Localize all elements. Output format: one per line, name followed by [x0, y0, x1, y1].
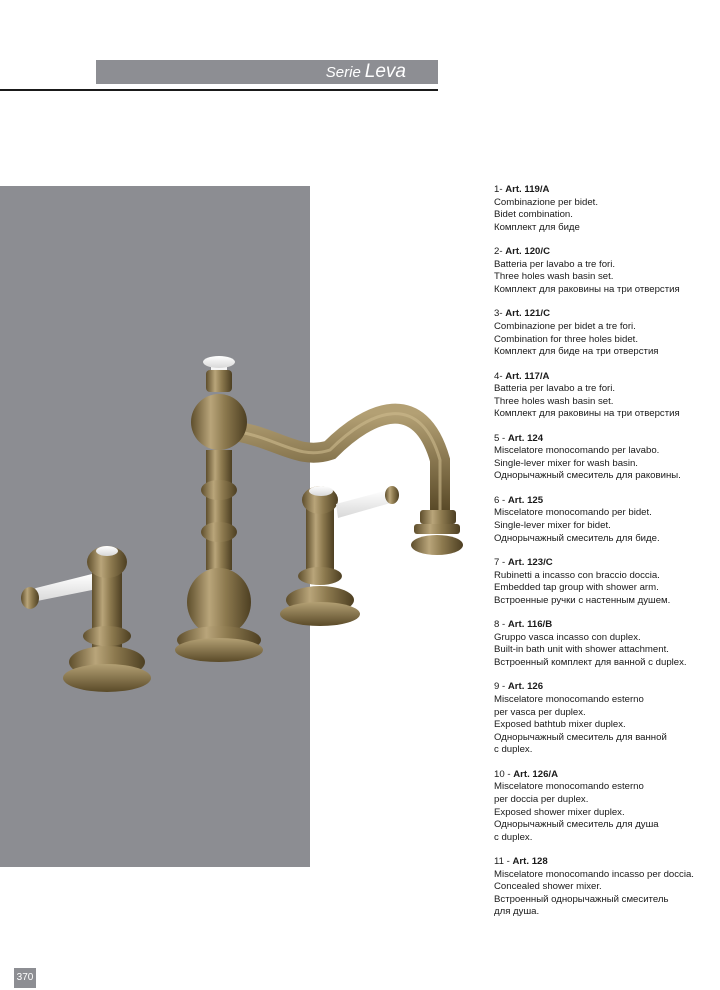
article-description-line: Miscelatore monocomando per lavabo.	[494, 445, 660, 457]
article-item	[494, 433, 720, 483]
article-list	[494, 184, 720, 931]
article-description-line: Комплект для биде	[494, 221, 580, 233]
article-item	[494, 557, 720, 607]
article-description-line: с duplex.	[494, 744, 533, 756]
article-code: Art. 121/C	[505, 308, 550, 320]
article-item	[494, 495, 720, 545]
article-description-line: Комплект для биде на три отверстия	[494, 346, 659, 358]
article-item	[494, 681, 720, 757]
article-description-line: Комплект для раковины на три отверстия	[494, 408, 680, 420]
article-description-line: Miscelatore monocomando esterno	[494, 693, 644, 705]
article-code: Art. 126/A	[513, 768, 559, 780]
article-header	[494, 308, 720, 321]
article-item	[494, 619, 720, 669]
article-item	[494, 246, 720, 296]
article-number: 8 -	[494, 619, 506, 631]
series-title-bar	[96, 60, 438, 84]
article-header	[494, 681, 720, 694]
article-description-line: Miscelatore monocomando per bidet.	[494, 507, 652, 519]
article-description-line: per doccia per duplex.	[494, 793, 589, 805]
article-number: 10 -	[494, 768, 511, 780]
article-description-line: per vasca per duplex.	[494, 706, 586, 718]
article-number: 5 -	[494, 432, 506, 444]
article-header	[494, 371, 720, 384]
article-header	[494, 619, 720, 632]
article-header	[494, 246, 720, 259]
article-header	[494, 495, 720, 508]
article-number: 7 -	[494, 557, 506, 569]
article-number: 4-	[494, 370, 503, 382]
article-description-line: Combination for three holes bidet.	[494, 333, 638, 345]
article-number: 2-	[494, 246, 503, 258]
article-code: Art. 120/C	[505, 246, 550, 258]
article-item	[494, 856, 720, 919]
article-number: 11 -	[494, 856, 510, 868]
article-code: Art. 128	[512, 856, 548, 868]
article-item	[494, 308, 720, 358]
article-description-line: с duplex.	[494, 831, 533, 843]
article-description-line: Exposed shower mixer duplex.	[494, 806, 625, 818]
article-code: Art. 117/A	[505, 370, 550, 382]
article-description-line: Batteria per lavabo a tre fori.	[494, 258, 616, 270]
article-description-line: Exposed bathtub mixer duplex.	[494, 719, 626, 731]
article-description-line: Single-lever mixer for wash basin.	[494, 457, 638, 469]
article-description-line: Встроенный комплект для ванной с duplex.	[494, 656, 687, 668]
article-description-line: Built-in bath unit with shower attachment.	[494, 644, 669, 656]
article-description-line: Three holes wash basin set.	[494, 395, 614, 407]
article-description-line: Gruppo vasca incasso con duplex.	[494, 631, 641, 643]
article-header	[494, 557, 720, 570]
article-description-line: Rubinetti a incasso con braccio doccia.	[494, 569, 660, 581]
article-description-line: Combinazione per bidet a tre fori.	[494, 320, 636, 332]
article-number: 6 -	[494, 494, 506, 506]
article-code: Art. 116/B	[507, 619, 553, 631]
article-description-line: Встроенный однорычажный смеситель	[494, 893, 669, 905]
article-item	[494, 371, 720, 421]
article-description-line: Miscelatore monocomando incasso per doccia.	[494, 868, 694, 880]
article-description-line: Miscelatore monocomando esterno	[494, 781, 644, 793]
article-description-line: для душа.	[494, 906, 540, 918]
article-description-line: Однорычажный смеситель для раковины.	[494, 470, 681, 482]
article-description-line: Однорычажный смеситель для ванной	[494, 731, 667, 743]
article-description-line: Bidet combination.	[494, 209, 573, 221]
page-number: 370	[14, 968, 36, 988]
article-description-line: Concealed shower mixer.	[494, 881, 602, 893]
article-header	[494, 433, 720, 446]
article-header	[494, 769, 720, 782]
header-rule	[0, 89, 438, 91]
article-item	[494, 769, 720, 845]
series-label: Serie	[325, 64, 361, 81]
article-header	[494, 856, 720, 869]
article-description-line: Combinazione per bidet.	[494, 196, 598, 208]
article-description-line: Three holes wash basin set.	[494, 271, 614, 283]
article-description-line: Batteria per lavabo a tre fori.	[494, 383, 616, 395]
faucet-product-photo	[0, 340, 480, 720]
article-number: 3-	[494, 308, 503, 320]
article-description-line: Однорычажный смеситель для душа	[494, 819, 659, 831]
article-code: Art. 123/C	[507, 557, 553, 569]
article-code: Art. 125	[507, 494, 544, 506]
article-number: 9 -	[494, 681, 506, 693]
series-name: Leva	[364, 61, 406, 82]
article-item	[494, 184, 720, 234]
article-description-line: Однорычажный смеситель для биде.	[494, 532, 660, 544]
article-description-line: Встроенные ручки с настенным душем.	[494, 594, 671, 606]
article-code: Art. 119/A	[505, 184, 550, 195]
article-header	[494, 184, 720, 197]
article-code: Art. 124	[507, 432, 544, 444]
article-description-line: Single-lever mixer for bidet.	[494, 520, 611, 532]
article-description-line: Embedded tap group with shower arm.	[494, 582, 659, 594]
article-code: Art. 126	[507, 681, 544, 693]
article-number: 1-	[494, 184, 503, 195]
article-description-line: Комплект для раковины на три отверстия	[494, 283, 680, 295]
